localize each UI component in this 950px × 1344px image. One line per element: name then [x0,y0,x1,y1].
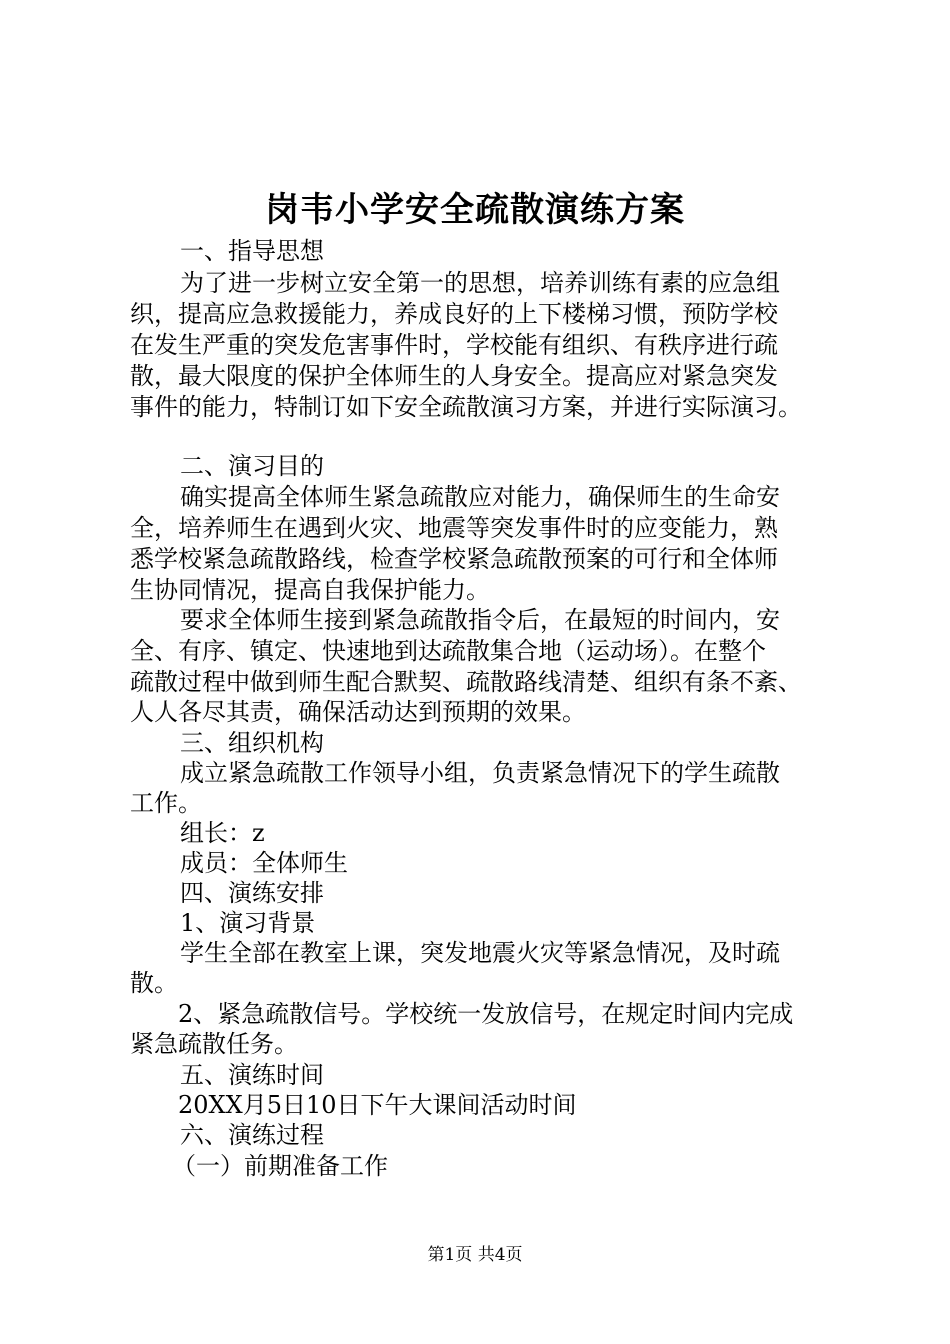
paragraph-line: 疏散过程中做到师生配合默契、疏散路线清楚、组织有条不紊、 [130,668,802,696]
paragraph-line: 事件的能力，特制订如下安全疏散演习方案，并进行实际演习。 [130,393,802,421]
paragraph-line: 成立紧急疏散工作领导小组，负责紧急情况下的学生疏散 [180,759,780,787]
paragraph-line: 织，提高应急救援能力，养成良好的上下楼梯习惯，预防学校 [130,300,778,328]
paragraph-line: 在发生严重的突发危害事件时，学校能有组织、有秩序进行疏 [130,331,778,359]
paragraph-line: 2、紧急疏散信号。学校统一发放信号，在规定时间内完成 [178,1000,794,1028]
paragraph-line: 全，培养师生在遇到火灾、地震等突发事件时的应变能力，熟 [130,514,778,542]
heading-2: 二、演习目的 [180,452,324,480]
paragraph-line: 人人各尽其责，确保活动达到预期的效果。 [130,698,586,726]
paragraph-line: 学生全部在教室上课，突发地震火灾等紧急情况，及时疏 [180,939,780,967]
subheading: 1、演习背景 [180,909,316,937]
paragraph-line: 生协同情况，提高自我保护能力。 [130,576,490,604]
heading-4: 四、演练安排 [180,879,324,907]
paragraph-line: 20XX月5日10日下午大课间活动时间 [178,1091,577,1119]
paragraph-line: 要求全体师生接到紧急疏散指令后，在最短的时间内，安 [180,606,780,634]
paragraph-line: 组长：z [180,819,265,847]
paragraph-line: 全、有序、镇定、快速地到达疏散集合地（运动场）。在整个 [130,637,766,665]
paragraph-line: 散，最大限度的保护全体师生的人身安全。提高应对紧急突发 [130,362,778,390]
page-footer: 第1页 共4页 [427,1245,523,1265]
paragraph-line: 确实提高全体师生紧急疏散应对能力，确保师生的生命安 [180,483,780,511]
paragraph-line: 工作。 [130,789,202,817]
heading-5: 五、演练时间 [180,1061,324,1089]
heading-6: 六、演练过程 [180,1121,324,1149]
subheading: （一）前期准备工作 [172,1152,388,1180]
heading-3: 三、组织机构 [180,729,324,757]
heading-1: 一、指导思想 [180,237,324,265]
paragraph-line: 紧急疏散任务。 [130,1030,298,1058]
document-title: 岗韦小学安全疏散演练方案 [265,190,685,230]
paragraph-line: 成员：全体师生 [180,849,348,877]
paragraph-line: 为了进一步树立安全第一的思想，培养训练有素的应急组 [180,269,780,297]
paragraph-line: 悉学校紧急疏散路线，检查学校紧急疏散预案的可行和全体师 [130,545,778,573]
paragraph-line: 散。 [130,969,178,997]
